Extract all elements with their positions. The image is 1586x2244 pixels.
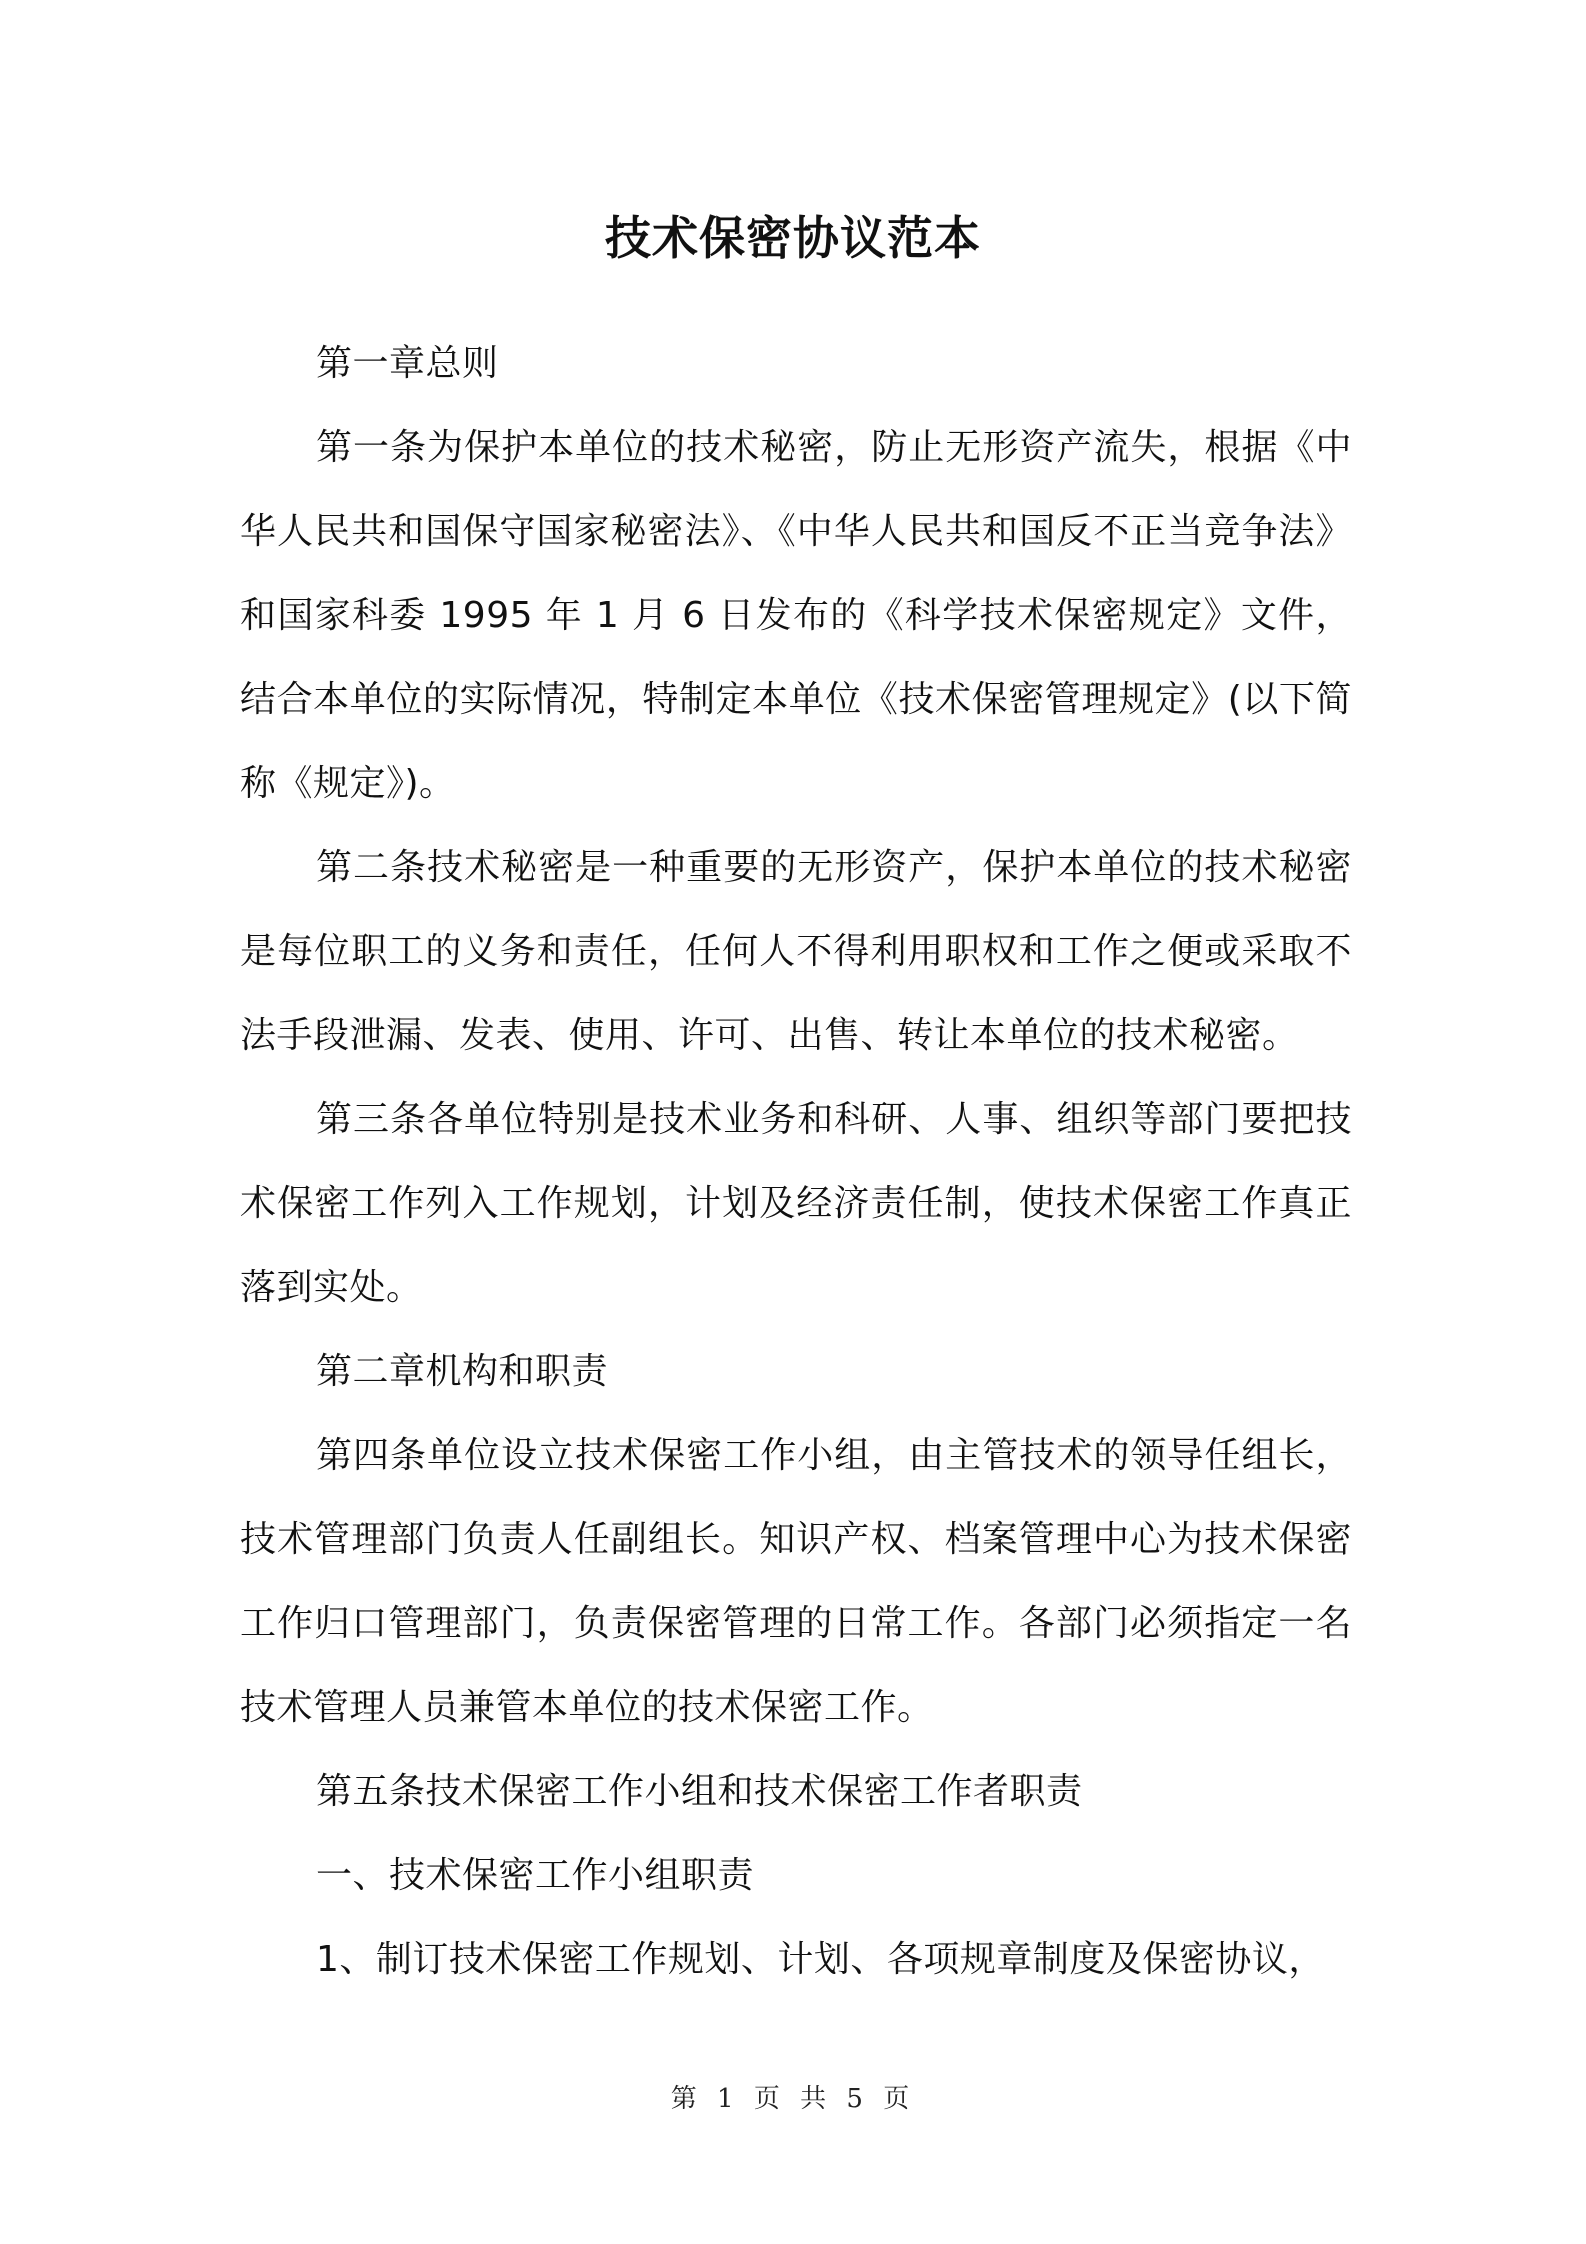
document-title: 技术保密协议范本 [605, 211, 981, 265]
section-heading: 一、技术保密工作小组职责 [316, 1855, 755, 1896]
chapter-heading: 第一章总则 [316, 343, 499, 384]
article-paragraph: 第五条技术保密工作小组和技术保密工作者职责 [316, 1771, 1083, 1812]
article-paragraph: 第二条技术秘密是一种重要的无形资产，保护本单位的技术秘密是每位职工的义务和责任，任何人不得利用职权和工作之便或采取不法手段泄漏、发表、使用、许可、出售、转让本单位的技术秘密。 [240, 847, 1352, 1056]
article-paragraph: 第四条单位设立技术保密工作小组，由主管技术的领导任组长，技术管理部门负责人任副组长。知识产权、档案管理中心为技术保密工作归口管理部门，负责保密管理的日常工作。各部门必须指定一名技术管理人员兼管本单位的技术保密工作。 [240, 1435, 1352, 1728]
article-paragraph: 第一条为保护本单位的技术秘密，防止无形资产流失，根据《中华人民共和国保守国家秘密法》、《中华人民共和国反不正当竞争法》和国家科委 1995 年 1 月 6 日发布的《科学技术保密规定》文件，结合本单位的实际情况，特制定本单位《技术保密管理规定》(以下简称《规定》)。 [240, 427, 1352, 804]
page-footer: 第 1 页 共 5 页 [670, 2084, 916, 2114]
chapter-heading: 第二章机构和职责 [316, 1351, 609, 1392]
article-paragraph: 第三条各单位特别是技术业务和科研、人事、组织等部门要把技术保密工作列入工作规划，计划及经济责任制，使技术保密工作真正落到实处。 [240, 1099, 1352, 1308]
document-body [240, 322, 1352, 2002]
list-item: 1、制订技术保密工作规划、计划、各项规章制度及保密协议， [316, 1939, 1325, 1980]
